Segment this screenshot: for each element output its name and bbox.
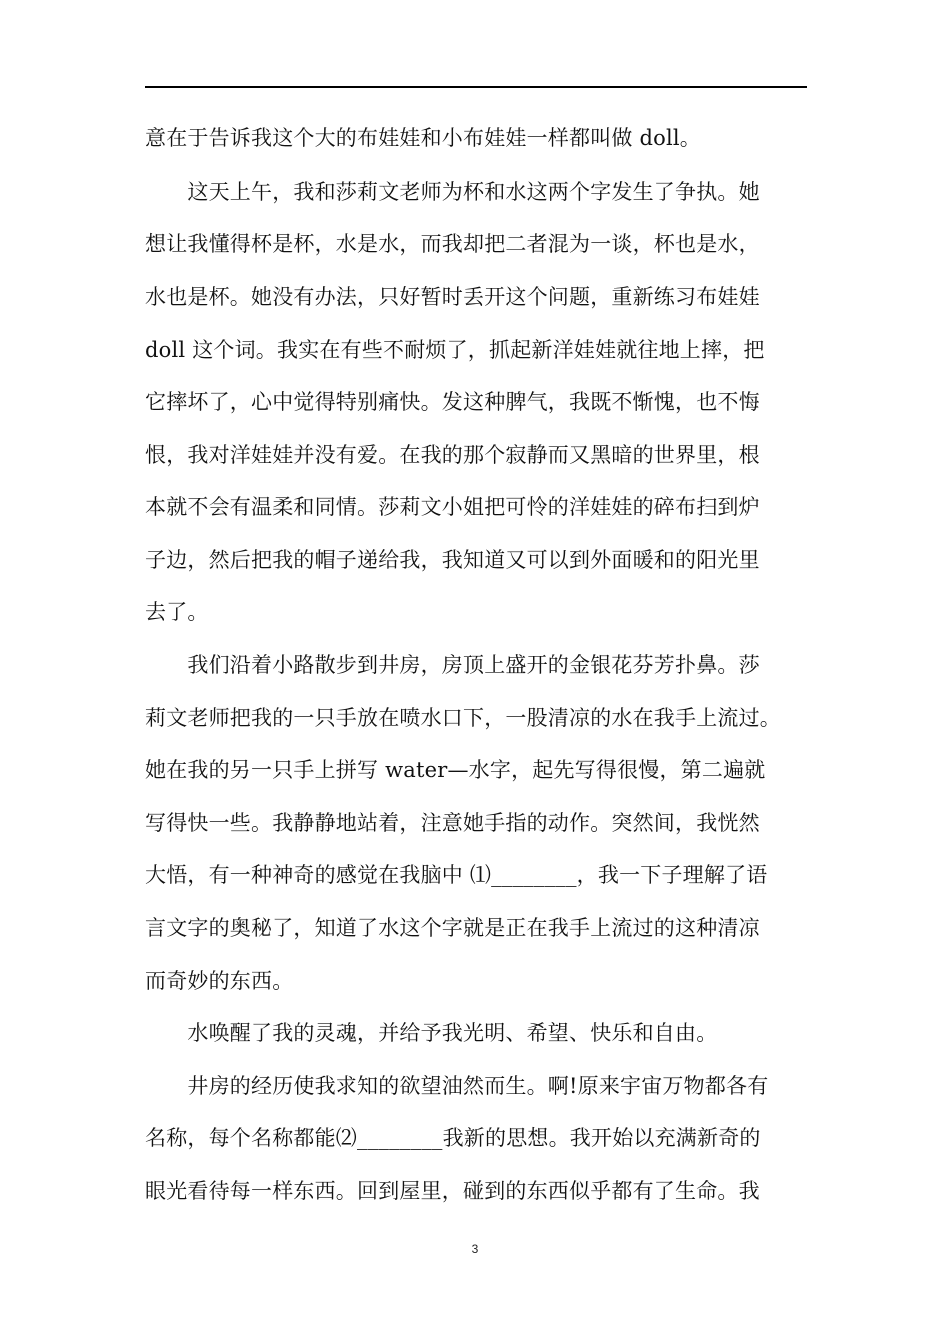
header-rule: [145, 86, 807, 88]
text-line: 水唤醒了我的灵魂，并给予我光明、希望、快乐和自由。: [145, 1021, 718, 1045]
text-line: 眼光看待每一样东西。回到屋里，碰到的东西似乎都有了生命。我: [145, 1179, 760, 1203]
text-line: 这天上午，我和莎莉文老师为杯和水这两个字发生了争执。她: [145, 180, 760, 204]
text-line: 它摔坏了，心中觉得特别痛快。发这种脾气，我既不惭愧，也不悔: [145, 390, 760, 414]
text-line: 名称，每个名称都能⑵________我新的思想。我开始以充满新奇的: [145, 1126, 761, 1150]
text-line: 我们沿着小路散步到井房，房顶上盛开的金银花芬芳扑鼻。莎: [145, 653, 760, 677]
text-line: 去了。: [145, 600, 209, 624]
text-line: 子边，然后把我的帽子递给我，我知道又可以到外面暖和的阳光里: [145, 548, 760, 572]
text-line: doll 这个词。我实在有些不耐烦了，抓起新洋娃娃就往地上摔，把: [145, 338, 765, 362]
text-line: 言文字的奥秘了，知道了水这个字就是正在我手上流过的这种清凉: [145, 916, 760, 940]
text-line: 恨，我对洋娃娃并没有爱。在我的那个寂静而又黑暗的世界里，根: [145, 443, 760, 467]
text-line: 写得快一些。我静静地站着，注意她手指的动作。突然间，我恍然: [145, 811, 760, 835]
text-line: 而奇妙的东西。: [145, 969, 294, 993]
text-line: 莉文老师把我的一只手放在喷水口下，一股清凉的水在我手上流过。: [145, 706, 781, 730]
text-line: 大悟，有一种神奇的感觉在我脑中 ⑴________，我一下子理解了语: [145, 863, 768, 887]
text-line: 井房的经历使我求知的欲望油然而生。啊!原来宇宙万物都各有: [145, 1074, 769, 1098]
text-line: 想让我懂得杯是杯，水是水，而我却把二者混为一谈，杯也是水，: [145, 232, 760, 256]
text-line: 本就不会有温柔和同情。莎莉文小姐把可怜的洋娃娃的碎布扫到炉: [145, 495, 760, 519]
text-line: 意在于告诉我这个大的布娃娃和小布娃娃一样都叫做 doll。: [145, 126, 701, 150]
text-line: 水也是杯。她没有办法，只好暂时丢开这个问题，重新练习布娃娃: [145, 285, 760, 309]
text-line: 她在我的另一只手上拼写 water—水字，起先写得很慢，第二遍就: [145, 758, 766, 782]
page-number: 3: [471, 1242, 479, 1256]
